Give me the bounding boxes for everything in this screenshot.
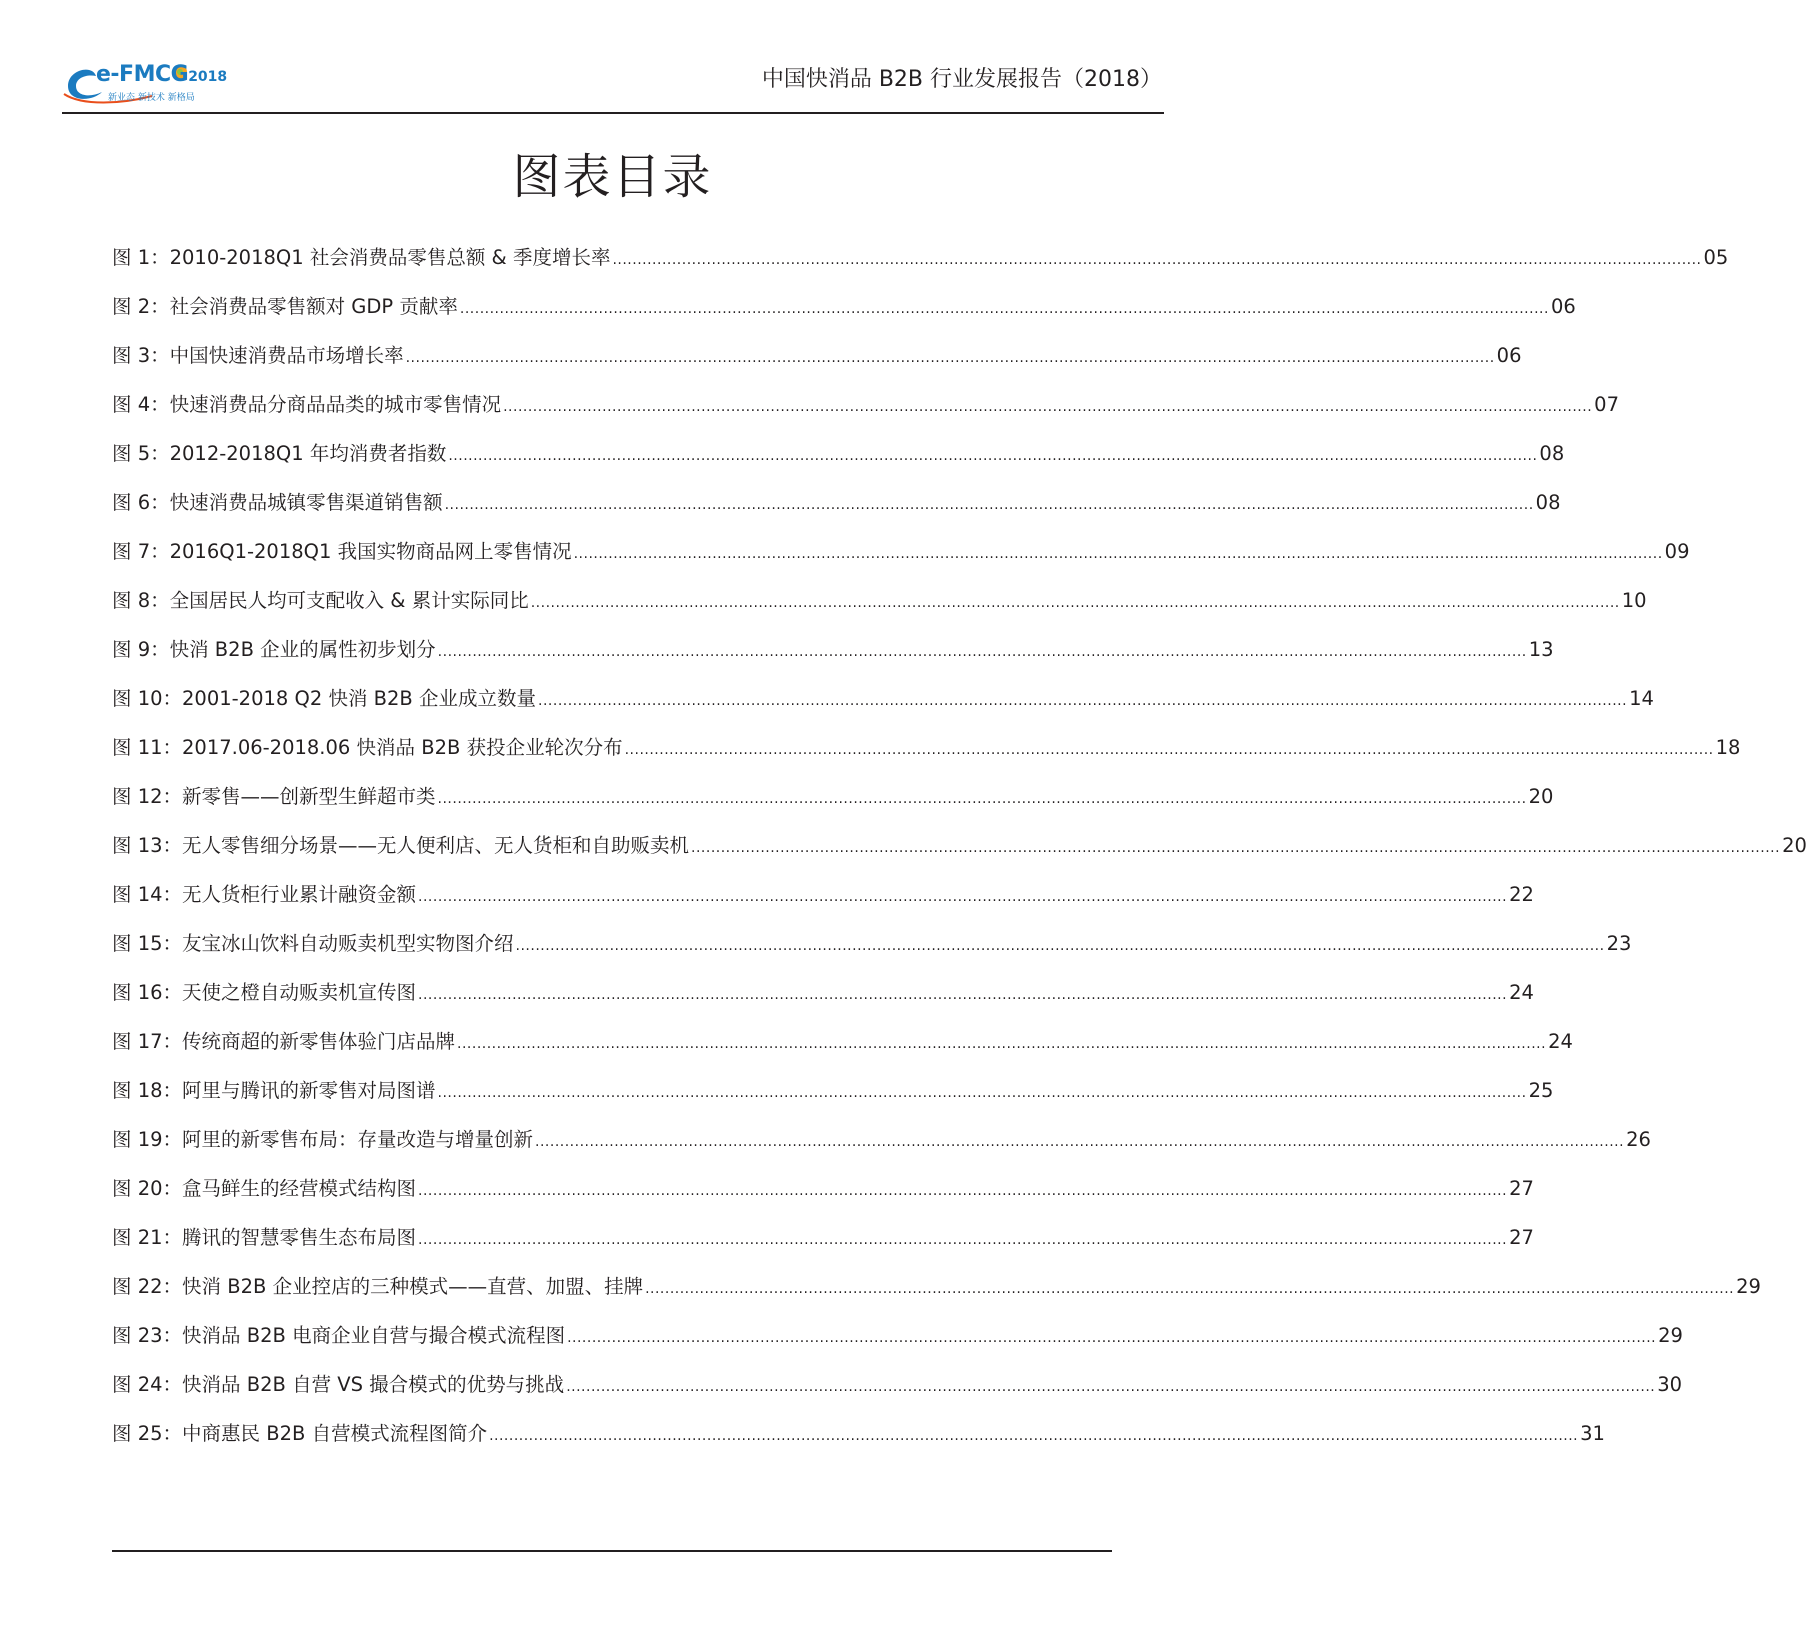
toc-entry-page: 27 — [1509, 1226, 1534, 1249]
toc-entry[interactable] — [112, 1026, 1573, 1075]
toc-entry[interactable] — [112, 487, 1561, 536]
toc-entry[interactable] — [112, 291, 1576, 340]
toc-entry-label: 图 14：无人货柜行业累计融资金额 — [112, 883, 417, 906]
dot-leader: ............................................................................................................................................................................................................................ — [437, 791, 1527, 807]
toc-entry[interactable] — [112, 830, 1807, 879]
toc-entry-label: 图 3：中国快速消费品市场增长率 — [112, 344, 404, 367]
toc-entry-label: 图 17：传统商超的新零售体验门店品牌 — [112, 1030, 456, 1053]
toc-entry[interactable] — [112, 928, 1632, 977]
toc-entry-label: 图 4：快速消费品分商品品类的城市零售情况 — [112, 393, 502, 416]
toc-entry-page: 23 — [1606, 932, 1632, 955]
toc-entry-page: 31 — [1580, 1422, 1605, 1445]
footer-divider — [112, 1550, 1112, 1552]
toc-entry-page: 29 — [1658, 1324, 1683, 1347]
toc-entry[interactable] — [112, 1173, 1534, 1222]
toc-entry-page: 26 — [1626, 1128, 1651, 1151]
toc-entry-page: 30 — [1657, 1373, 1683, 1396]
toc-entry[interactable] — [112, 389, 1619, 438]
dot-leader: ............................................................................................................................................................................................................................ — [444, 497, 1534, 513]
toc-entry-label: 图 21：腾讯的智慧零售生态布局图 — [112, 1226, 417, 1249]
dot-leader: ............................................................................................................................................................................................................................ — [457, 1036, 1547, 1052]
efmcg-logo — [62, 56, 262, 108]
report-title: 中国快消品 B2B 行业发展报告（2018） — [761, 67, 1162, 92]
dot-leader: ............................................................................................................................................................................................................................ — [418, 1232, 1508, 1248]
toc-entry-label: 图 6：快速消费品城镇零售渠道销售额 — [112, 491, 443, 514]
dot-leader: ............................................................................................................................................................................................................................ — [612, 252, 1702, 268]
toc-entry-page: 29 — [1736, 1275, 1761, 1298]
toc-entry[interactable] — [112, 1271, 1761, 1320]
toc-entry-label: 图 8：全国居民人均可支配收入 & 累计实际同比 — [112, 589, 529, 612]
toc-entry-label: 图 25：中商惠民 B2B 自营模式流程图简介 — [112, 1422, 488, 1445]
dot-leader: ............................................................................................................................................................................................................................ — [418, 987, 1508, 1003]
toc-entry-page: 25 — [1528, 1079, 1554, 1102]
toc-entry[interactable] — [112, 634, 1554, 683]
toc-entry-label: 图 9：快消 B2B 企业的属性初步划分 — [112, 638, 436, 661]
toc-entry-page: 13 — [1528, 638, 1554, 661]
toc-entry-page: 08 — [1535, 491, 1561, 514]
dot-leader: ............................................................................................................................................................................................................................ — [515, 938, 1605, 954]
toc-entry[interactable] — [112, 1320, 1683, 1369]
toc-entry-label: 图 16：天使之橙自动贩卖机宣传图 — [112, 981, 417, 1004]
toc-entry-page: 14 — [1629, 687, 1654, 710]
dot-leader: ............................................................................................................................................................................................................................ — [405, 350, 1495, 366]
toc-entry-label: 图 20：盒马鲜生的经营模式结构图 — [112, 1177, 417, 1200]
toc-entry-page: 10 — [1621, 589, 1647, 612]
toc-entry[interactable] — [112, 1222, 1534, 1271]
toc-entry[interactable] — [112, 242, 1729, 291]
dot-leader: ............................................................................................................................................................................................................................ — [437, 644, 1527, 660]
toc-entry[interactable] — [112, 536, 1690, 585]
toc-entry[interactable] — [112, 732, 1741, 781]
table-of-figures — [112, 242, 1807, 1467]
dot-leader: ............................................................................................................................................................................................................................ — [624, 742, 1714, 758]
dot-leader: ............................................................................................................................................................................................................................ — [448, 448, 1538, 464]
toc-entry-label: 图 13：无人零售细分场景——无人便利店、无人货柜和自助贩卖机 — [112, 834, 690, 857]
dot-leader: ............................................................................................................................................................................................................................ — [645, 1281, 1735, 1297]
logo-tagline: 新业态 新技术 新格局 — [108, 93, 195, 103]
toc-entry[interactable] — [112, 1418, 1605, 1467]
toc-entry[interactable] — [112, 1369, 1683, 1418]
toc-entry-page: 27 — [1509, 1177, 1534, 1200]
dot-leader: ............................................................................................................................................................................................................................ — [567, 1330, 1657, 1346]
dot-leader: ............................................................................................................................................................................................................................ — [489, 1428, 1579, 1444]
dot-leader: ............................................................................................................................................................................................................................ — [418, 1183, 1508, 1199]
dot-leader: ............................................................................................................................................................................................................................ — [691, 840, 1781, 856]
dot-leader: ............................................................................................................................................................................................................................ — [535, 1134, 1625, 1150]
toc-entry-page: 08 — [1539, 442, 1565, 465]
toc-entry[interactable] — [112, 585, 1647, 634]
page-header — [62, 52, 1164, 114]
dot-leader: ............................................................................................................................................................................................................................ — [437, 1085, 1527, 1101]
dot-leader: ............................................................................................................................................................................................................................ — [573, 546, 1663, 562]
toc-entry-label: 图 1：2010-2018Q1 社会消费品零售总额 & 季度增长率 — [112, 246, 611, 269]
dot-leader: ............................................................................................................................................................................................................................ — [503, 399, 1593, 415]
toc-entry-page: 05 — [1703, 246, 1729, 269]
toc-entry[interactable] — [112, 340, 1522, 389]
toc-entry-page: 24 — [1548, 1030, 1573, 1053]
toc-entry[interactable] — [112, 1075, 1554, 1124]
toc-entry[interactable] — [112, 438, 1565, 487]
toc-entry-label: 图 5：2012-2018Q1 年均消费者指数 — [112, 442, 447, 465]
toc-entry-label: 图 10：2001-2018 Q2 快消 B2B 企业成立数量 — [112, 687, 537, 710]
toc-entry[interactable] — [112, 879, 1534, 928]
toc-entry-page: 06 — [1550, 295, 1576, 318]
toc-entry[interactable] — [112, 977, 1534, 1026]
toc-entry[interactable] — [112, 683, 1654, 732]
dot-leader: ............................................................................................................................................................................................................................ — [566, 1379, 1656, 1395]
toc-entry-label: 图 22：快消 B2B 企业控店的三种模式——直营、加盟、挂牌 — [112, 1275, 644, 1298]
toc-entry-label: 图 15：友宝冰山饮料自动贩卖机型实物图介绍 — [112, 932, 514, 955]
toc-entry[interactable] — [112, 781, 1554, 830]
dot-leader: ............................................................................................................................................................................................................................ — [538, 693, 1628, 709]
dot-leader: ............................................................................................................................................................................................................................ — [459, 301, 1549, 317]
toc-entry-label: 图 12：新零售——创新型生鲜超市类 — [112, 785, 436, 808]
toc-entry-label: 图 7：2016Q1-2018Q1 我国实物商品网上零售情况 — [112, 540, 572, 563]
toc-entry-label: 图 18：阿里与腾讯的新零售对局图谱 — [112, 1079, 436, 1102]
page-title: 图表目录 — [512, 149, 713, 205]
dot-leader: ............................................................................................................................................................................................................................ — [418, 889, 1508, 905]
toc-entry-page: 22 — [1509, 883, 1534, 906]
dot-leader: ............................................................................................................................................................................................................................ — [530, 595, 1620, 611]
toc-entry-label: 图 11：2017.06-2018.06 快消品 B2B 获投企业轮次分布 — [112, 736, 623, 759]
toc-entry-page: 20 — [1528, 785, 1554, 808]
logo-wordmark: e-FMCG2018 — [96, 62, 228, 87]
toc-entry-label: 图 2：社会消费品零售额对 GDP 贡献率 — [112, 295, 458, 318]
toc-entry-label: 图 23：快消品 B2B 电商企业自营与撮合模式流程图 — [112, 1324, 566, 1347]
toc-entry-label: 图 19：阿里的新零售布局：存量改造与增量创新 — [112, 1128, 534, 1151]
toc-entry-page: 20 — [1782, 834, 1807, 857]
toc-entry-page: 07 — [1594, 393, 1619, 416]
toc-entry-page: 24 — [1509, 981, 1534, 1004]
toc-entry-page: 06 — [1496, 344, 1522, 367]
toc-entry-page: 18 — [1715, 736, 1741, 759]
toc-entry-label: 图 24：快消品 B2B 自营 VS 撮合模式的优势与挑战 — [112, 1373, 565, 1396]
toc-entry-page: 09 — [1664, 540, 1690, 563]
toc-entry[interactable] — [112, 1124, 1651, 1173]
